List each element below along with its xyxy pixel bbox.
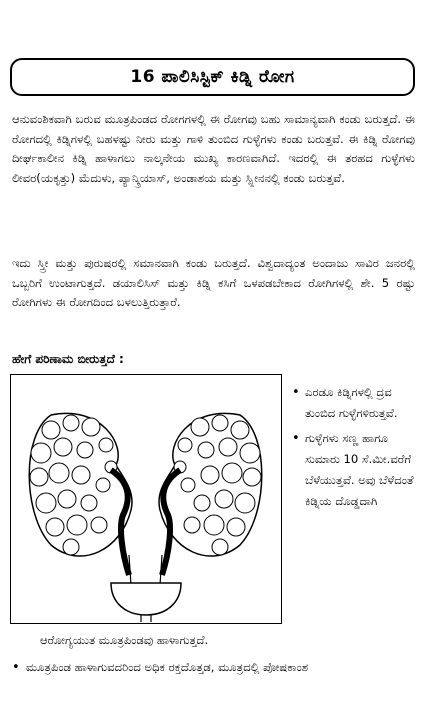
cyst xyxy=(227,518,245,536)
bottom-bullet: • ಮೂತ್ರಪಿಂಡ ಹಾಳಾಗುವದರಿಂದ ಅಧಿಕ ರಕ್ತದೊತ್ತಡ, ಮೂತ್ರದಲ್ಲಿ ಪೋಷಕಾಂಶ xyxy=(12,660,420,675)
cyst xyxy=(63,539,79,555)
chapter-title-box xyxy=(10,58,415,96)
cyst xyxy=(63,415,79,431)
chapter-title: 16 ಪಾಲಿಸಿಸ್ಟಿಕ್ ಕಿಡ್ನಿ ರೋಗ xyxy=(130,67,295,87)
prevalence-paragraph: ಇದು ಸ್ತ್ರೀ ಮತ್ತು ಪುರುಷರಲ್ಲಿ ಸಮಾನವಾಗಿ ಕಂಡು ಬರುತ್ತದೆ. ವಿಶ್ವದಾದ್ಯಂತ ಅಂದಾಜು ಸಾವಿರ ಜನರಲ್ಲಿ ಒಬ್ಬರಿಗೆ ಉಂಟಾಗುತ್ತದೆ. ಡಯಾಲಿಸಿಸ್ ಮತ್ತು ಕಿಡ್ನಿ ಕಸಿಗೆ ಒಳಪಡಬೇಕಾದ ರೋಗಿಗಳಲ್ಲಿ ಶೇ. 5 ರಷ್ಟು ರೋಗಿಗಳು ಈ ರೋಗದಿಂದ ಬಳಲುತ್ತಿರುತ್ತಾರೆ. xyxy=(12,256,415,309)
urinary-bladder xyxy=(111,583,181,615)
effects-bullet-list xyxy=(292,382,418,516)
section-heading: ಹೇಗೆ ಪರಿಣಾಮ ಬೀರುತ್ತದೆ : xyxy=(12,352,124,366)
cyst xyxy=(96,478,110,492)
urethra xyxy=(141,615,151,622)
cyst xyxy=(235,493,255,513)
cyst xyxy=(36,493,56,513)
cyst xyxy=(194,495,210,511)
cyst xyxy=(191,418,209,436)
bullet-item: • ಎರಡೂ ಕಿಡ್ನಿಗಳಲ್ಲಿ ದ್ರವ ತುಂಬಿದ ಗುಳ್ಳೆಗಳಿರುತ್ತವೆ. xyxy=(292,382,418,424)
cyst xyxy=(54,438,72,456)
cyst xyxy=(204,515,224,535)
cyst xyxy=(181,478,195,492)
cyst xyxy=(77,442,93,458)
cyst xyxy=(81,495,97,511)
cyst xyxy=(91,517,107,533)
cyst xyxy=(72,466,90,484)
cyst xyxy=(31,443,51,463)
cyst xyxy=(198,442,214,458)
cyst xyxy=(184,517,200,533)
polycystic-kidney-figure xyxy=(10,374,282,624)
cyst xyxy=(58,490,76,508)
cyst xyxy=(201,466,219,484)
intro-paragraph: ಆನುವಂಶಿಕವಾಗಿ ಬರುವ ಮೂತ್ರಪಿಂಡದ ರೋಗಗಳಲ್ಲಿ ಈ ರೋಗವು ಬಹು ಸಾಮಾನ್ಯವಾಗಿ ಕಂಡು ಬರುತ್ತದೆ. ಈ ರೋಗದಲ್ಲಿ ಕಿಡ್ನಿಗಳಲ್ಲಿ ಬಹಳಷ್ಟು ನೀರು ಮತ್ತು ಗಾಳಿ ತುಂಬಿದ ಗುಳ್ಳೆಗಳು ಕಂಡು ಬರುತ್ತವೆ. ಈ ಕಿಡ್ನಿ ರೋಗವು ದೀರ್ಘಕಾಲೀನ ಕಿಡ್ನಿ ಹಾಳಾಗಲು ನಾಲ್ಕನೇಯ ಮುಖ್ಯ ಕಾರಣವಾಗಿದೆ. ಇದರಲ್ಲಿ ಈ ತರಹದ ಗುಳ್ಳೆಗಳು ಲೀವರ(ಯಕೃತ್ತು) ಮೆದುಳು, ಪ್ಯಾನ್ಕ್ರಿಯಾಸ್, ಅಂಡಾಶಯ ಮತ್ತು ಸ್ಪ್ಲೀನನಲ್ಲಿ ಕಂಡು ಬರುತ್ತವೆ. xyxy=(12,112,415,185)
cyst xyxy=(99,438,113,452)
cyst xyxy=(222,463,242,483)
cyst xyxy=(219,438,237,456)
cyst xyxy=(46,518,64,536)
cyst xyxy=(42,421,60,439)
cyst xyxy=(82,418,100,436)
cyst xyxy=(215,490,233,508)
cyst xyxy=(243,468,261,486)
cyst xyxy=(212,539,228,555)
cyst xyxy=(67,515,87,535)
cyst xyxy=(178,438,192,452)
cyst xyxy=(49,463,69,483)
cyst xyxy=(212,415,228,431)
cyst xyxy=(240,443,260,463)
cyst xyxy=(30,468,48,486)
bullet-item: • ಗುಳ್ಳೆಗಳು ಸಣ್ಣ ಹಾಗೂ ಸುಮಾರು 10 ಸೆ.ಮೀ.ವರೆಗೆ ಬೆಳೆಯುತ್ತವೆ. ಅವು ಬೆಳೆದಂತೆ ಕಿಡ್ನಿಯ ದೊಡ್ಡದಾಗಿ xyxy=(292,428,418,512)
kidney-illustration xyxy=(11,375,280,622)
continuation-text: ಆರೋಗ್ಯಯುತ ಮೂತ್ರಪಿಂಡವು ಹಾಳಾಗುತ್ತದೆ. xyxy=(40,633,209,647)
cyst xyxy=(231,421,249,439)
